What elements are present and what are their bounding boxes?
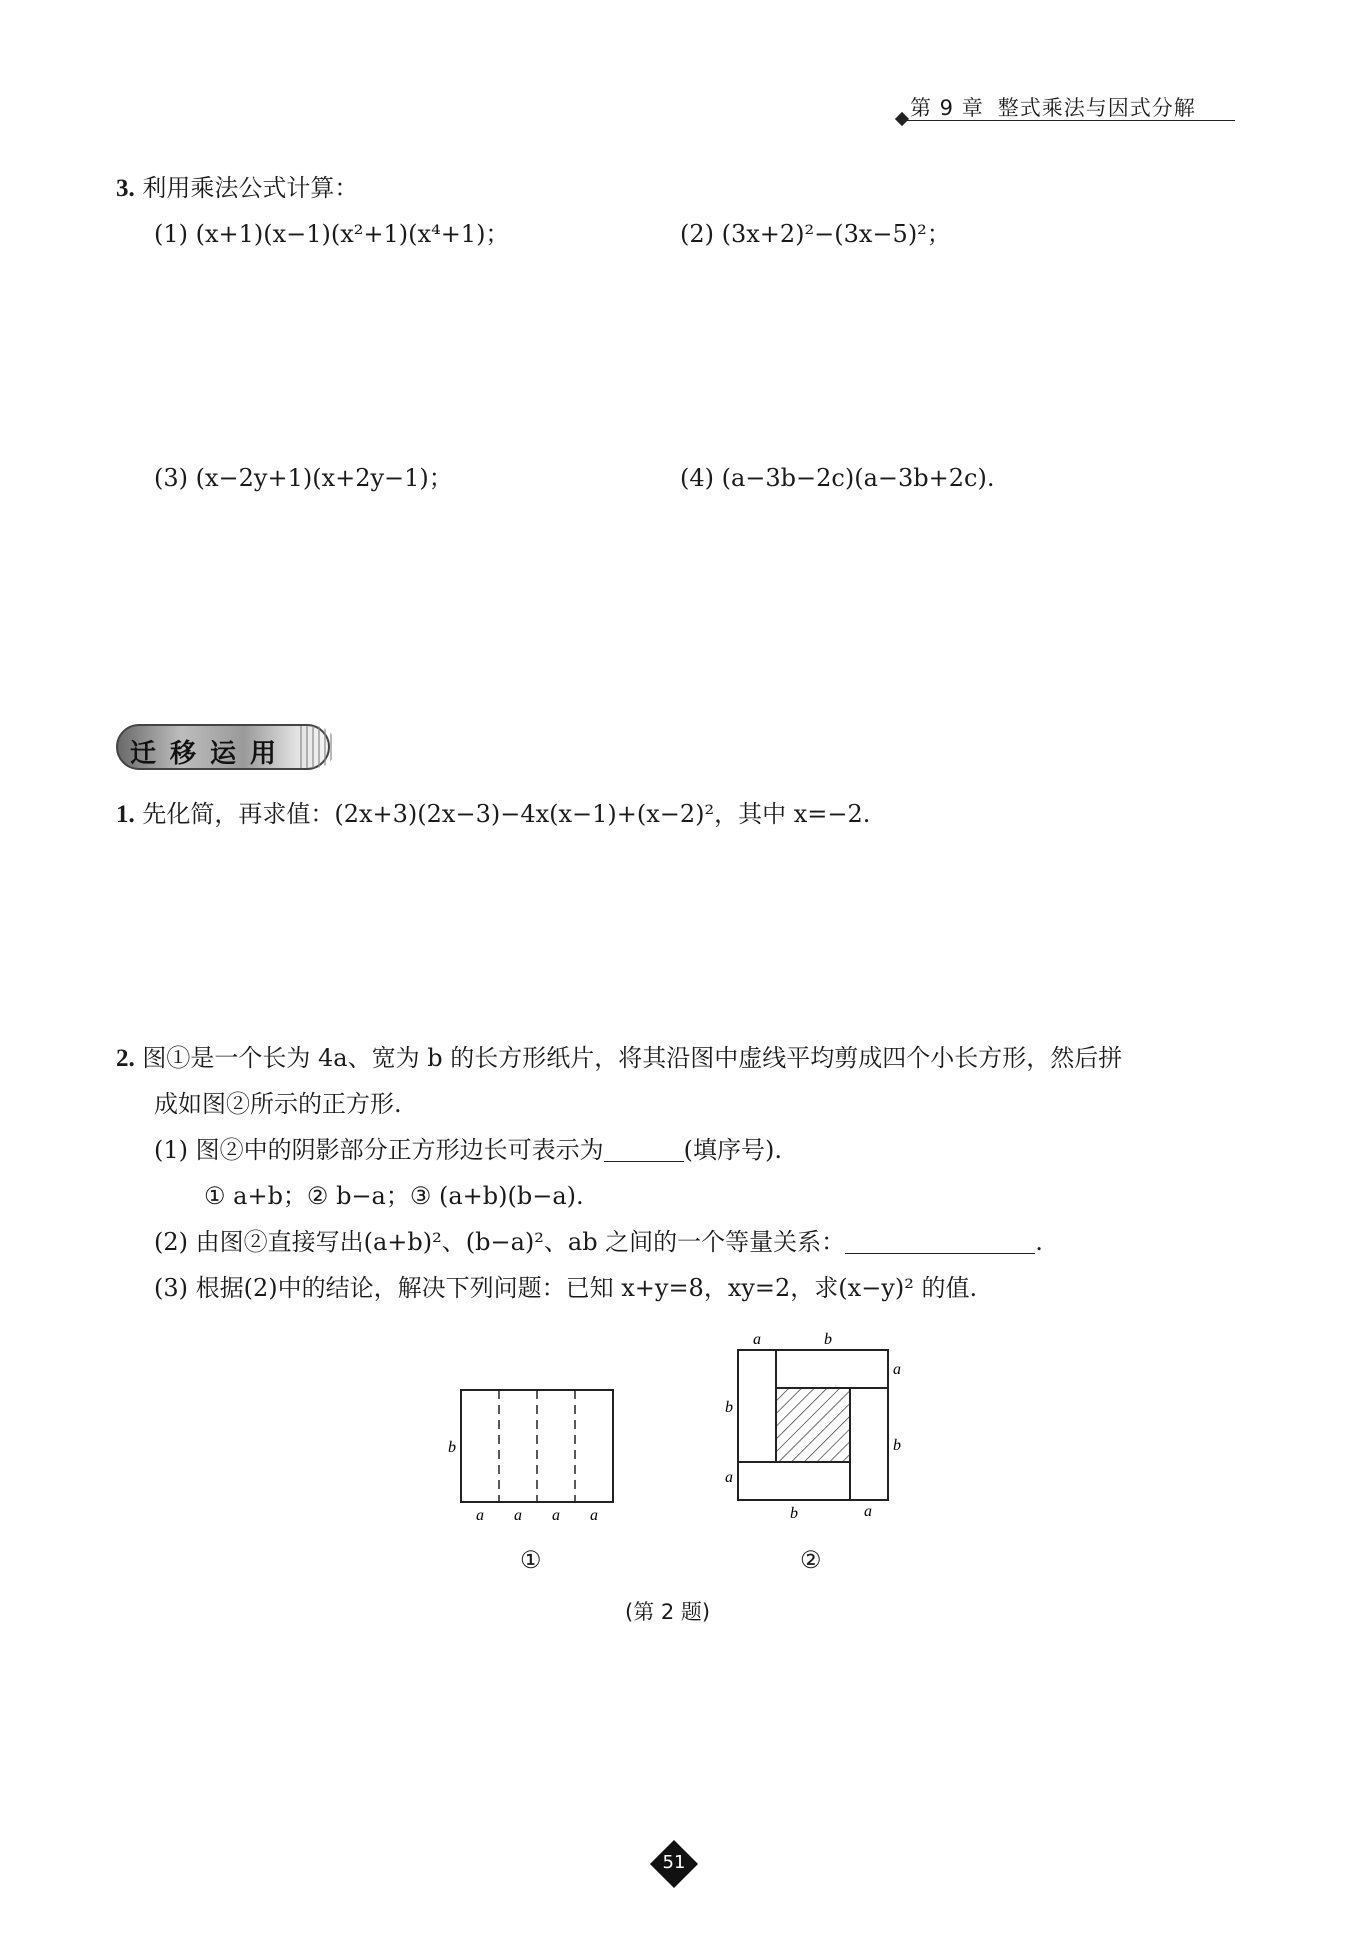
figure-2-top-label: b bbox=[824, 1331, 832, 1348]
p2-part-1-b: (填序号). bbox=[683, 1136, 782, 1164]
figure-2-bottom-label: b bbox=[790, 1505, 798, 1522]
figure-2-right-label: a bbox=[893, 1361, 901, 1378]
figure-2 bbox=[725, 1331, 901, 1522]
p1-number: 1. bbox=[116, 801, 135, 828]
figure-1-bottom-label: a bbox=[552, 1507, 560, 1524]
figure-1-bottom-label: a bbox=[476, 1507, 484, 1524]
figure-2-right-label: b bbox=[893, 1437, 901, 1454]
section-title: 迁移运用 bbox=[130, 739, 291, 769]
q3-stem-text: 利用乘法公式计算： bbox=[142, 174, 359, 202]
p2-part-2-text: (2) 由图②直接写出(a+b)²、(b−a)²、ab 之间的一个等量关系： bbox=[154, 1228, 846, 1256]
figure-2-caption: ② bbox=[800, 1546, 822, 1574]
p2-part-3: (3) 根据(2)中的结论，解决下列问题：已知 x+y=8，xy=2，求(x−y)² 的值. bbox=[154, 1274, 978, 1302]
figure-1 bbox=[448, 1390, 613, 1524]
figure-1-bottom-label: a bbox=[590, 1507, 598, 1524]
p2-part-1-options: ① a+b；② b−a；③ (a+b)(b−a). bbox=[204, 1182, 584, 1210]
q3-part-3: (3) (x−2y+1)(x+2y−1)； bbox=[154, 464, 453, 492]
chapter-number: 第 9 章 bbox=[910, 96, 984, 120]
page-number-badge bbox=[651, 1841, 697, 1887]
p2-number: 2. bbox=[116, 1045, 135, 1072]
figure-1-bottom-label: a bbox=[514, 1507, 522, 1524]
figure-1-caption: ① bbox=[520, 1546, 542, 1574]
q3-part-4: (4) (a−3b−2c)(a−3b+2c). bbox=[680, 464, 995, 492]
p2-part-1-a: (1) 图②中的阴影部分正方形边长可表示为 bbox=[154, 1136, 604, 1164]
page-number: 51 bbox=[662, 1852, 686, 1873]
p2-line-2: 成如图②所示的正方形. bbox=[154, 1090, 402, 1118]
figure-2-left-label: b bbox=[725, 1399, 733, 1416]
figure-2-left-label: a bbox=[725, 1469, 733, 1486]
figure-2-bottom-label: a bbox=[864, 1503, 872, 1520]
chapter-title: 整式乘法与因式分解 bbox=[997, 96, 1196, 120]
q3-part-2: (2) (3x+2)²−(3x−5)²； bbox=[680, 220, 951, 248]
p2-line-1-text: 图①是一个长为 4a、宽为 b 的长方形纸片，将其沿图中虚线平均剪成四个小长方形，然后拼 bbox=[142, 1044, 1123, 1072]
figure-1-side-label: b bbox=[448, 1439, 456, 1456]
p1-text: 先化简，再求值：(2x+3)(2x−3)−4x(x−1)+(x−2)²，其中 x=−2. bbox=[142, 800, 871, 828]
q3-part-1: (1) (x+1)(x−1)(x²+1)(x⁴+1)； bbox=[154, 220, 510, 248]
p2-part-2-end: . bbox=[1035, 1228, 1043, 1256]
figure-2-top-label: a bbox=[753, 1331, 761, 1348]
figure-caption: (第 2 题) bbox=[625, 1600, 711, 1624]
q3-number: 3. bbox=[116, 175, 135, 202]
figure-2-shaded-square bbox=[776, 1388, 850, 1462]
